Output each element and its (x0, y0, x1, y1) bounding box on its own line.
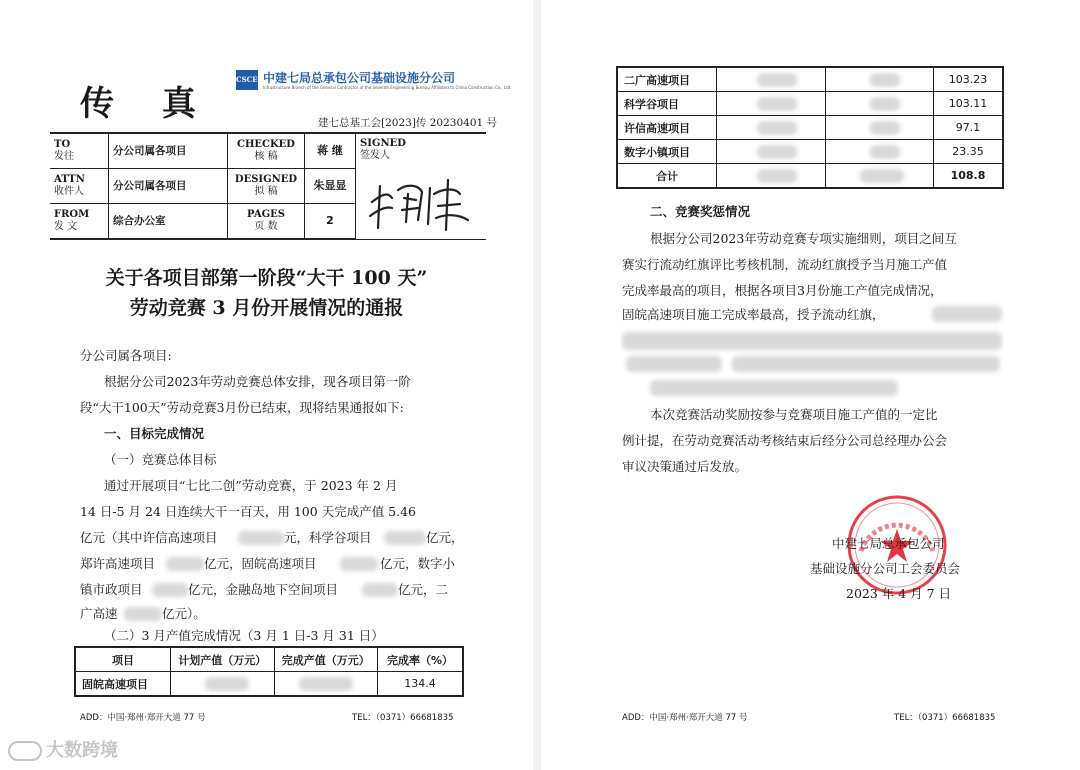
fax-row-to (50, 133, 486, 169)
company-english-name: Infrastructure Branch of the General Contractor of the Seventh Engineering Bureau Affiliated to China Construction Co., Ltd. (263, 85, 512, 90)
completion-rate: 103.23 (934, 67, 1004, 92)
pages-label-cn: 页 数 (254, 221, 278, 232)
footer-telephone: TEL：（0371）66681835 (894, 713, 996, 723)
signed-label-en: SIGNED (360, 138, 406, 149)
body-line: 例计提，在劳动竞赛活动考核结束后经分公司总经理办公会 (622, 433, 948, 448)
body-line: 亿元，二 (398, 582, 449, 597)
salutation: 分公司属各项目: (80, 348, 172, 363)
body-line: 固皖高速项目施工完成率最高，授予流动红旗， (622, 307, 885, 322)
designed-value: 朱显显 (305, 169, 356, 204)
redaction-blur (732, 356, 1000, 372)
footer-address: ADD：中国·郑州·郑开大道 77 号 (622, 713, 748, 723)
actual-value-redacted (825, 67, 934, 92)
redaction-blur (124, 607, 162, 621)
watermark-logo (8, 736, 118, 762)
checked-label-en: CHECKED (237, 139, 295, 150)
table-row (617, 67, 1003, 92)
body-line: 亿元，固皖高速项目 (204, 556, 317, 571)
redaction-blur (362, 583, 398, 597)
redaction-blur (340, 557, 378, 571)
table-row (617, 116, 1003, 140)
label-cn: 发往 (54, 151, 74, 162)
column-header: 完成率（%） (378, 647, 464, 672)
notice-title-line-2: 劳动竞赛 3 月份开展情况的通报 (129, 297, 404, 319)
from-value: 综合办公室 (109, 204, 228, 240)
label-cn: 发 文 (54, 221, 78, 232)
notice-title (0, 263, 533, 323)
table-total-row (617, 164, 1003, 189)
attn-value: 分公司属各项目 (109, 169, 228, 204)
project-name: 科学谷项目 (617, 92, 717, 116)
body-line: 亿元（其中许信高速项目 (80, 530, 218, 545)
body-line: 亿元）。 (162, 606, 206, 621)
designed-label-en: DESIGNED (234, 174, 298, 185)
project-name: 许信高速项目 (617, 116, 717, 140)
footer-telephone: TEL：（0371）66681835 (352, 713, 454, 723)
redaction-blur (384, 531, 426, 545)
pages-label-en: PAGES (247, 209, 285, 220)
column-header: 项目 (75, 647, 171, 672)
signing-organization-2: 基础设施分公司工会委员会 (810, 561, 961, 576)
total-rate: 108.8 (934, 164, 1004, 189)
checked-value: 蒋 继 (305, 133, 356, 169)
notice-title-line-1: 关于各项目部第一阶段“大干 100 天” (105, 267, 428, 289)
body-line: 亿元， (426, 530, 464, 545)
completion-rate: 134.4 (378, 672, 464, 697)
signed-label-cn: 签发人 (360, 150, 390, 161)
sub-heading-2: （二）3 月产值完成情况（3 月 1 日-3 月 31 日） (104, 628, 384, 643)
body-line: 根据分公司2023年劳动竞赛专项实施细则，项目之间互 (650, 231, 957, 246)
actual-total-redacted (825, 164, 934, 189)
redaction-blur (152, 583, 188, 597)
total-label: 合计 (617, 164, 717, 189)
pages-value: 2 (305, 204, 356, 240)
output-value-table-continued (616, 66, 1004, 189)
body-line: 审议决策通过后发放。 (622, 459, 748, 474)
redaction-blur (166, 557, 204, 571)
table-row (617, 92, 1003, 116)
label-en: TO (54, 139, 71, 150)
designed-label-cn: 拟 稿 (254, 186, 278, 197)
signing-organization-1: 中建七局总承包公司 (832, 536, 945, 551)
redaction-blur (932, 306, 1002, 322)
column-header: 计划产值（万元） (171, 647, 275, 672)
planned-value-redacted (717, 116, 826, 140)
cscec-logo-icon: CSCEC (236, 70, 258, 90)
checked-label-cn: 核 稿 (254, 151, 278, 162)
actual-value-redacted (825, 116, 934, 140)
intro-line-2: 段“大干100天”劳动竞赛3月份已结束，现将结果通报如下: (80, 400, 404, 415)
planned-value-redacted (717, 67, 826, 92)
project-name: 数字小镇项目 (617, 140, 717, 164)
table-row (75, 672, 463, 697)
fax-title: 传 真 (80, 84, 214, 124)
actual-value-redacted (274, 672, 378, 697)
document-number: 建七总基工会[2023]传 20230401 号 (318, 117, 498, 129)
body-line: 完成率最高的项目，根据各项目3月份施工产值完成情况， (622, 283, 943, 298)
label-en: FROM (54, 209, 90, 220)
body-line: 亿元，数字小 (380, 556, 456, 571)
company-name: 中建七局总承包公司基础设施分公司 (263, 71, 456, 85)
sub-heading-1: （一）竞赛总体目标 (104, 452, 217, 467)
body-line: 通过开展项目“七比二创”劳动竞赛，于 2023 年 2 月 (104, 478, 398, 493)
redaction-blur (626, 356, 722, 372)
handwritten-signature (368, 172, 478, 234)
completion-rate: 103.11 (934, 92, 1004, 116)
redaction-blur (238, 531, 284, 545)
body-line: 广高速 (80, 606, 118, 621)
body-line: 元，科学谷项目 (284, 530, 372, 545)
body-line: 本次竞赛活动奖励按参与竞赛项目施工产值的一定比 (650, 407, 938, 422)
body-line: 赛实行流动红旗评比考核机制，流动红旗授予当月施工产值 (622, 257, 948, 272)
completion-rate: 97.1 (934, 116, 1004, 140)
column-header: 完成产值（万元） (274, 647, 378, 672)
body-line: 亿元，金融岛地下空间项目 (188, 582, 339, 597)
label-en: ATTN (54, 174, 85, 185)
section-heading-2: 二、竞赛奖惩情况 (650, 204, 751, 219)
body-line: 镇市政项目 (80, 582, 143, 597)
intro-line-1: 根据分公司2023年劳动竞赛总体安排，现各项目第一阶 (104, 374, 411, 389)
label-cn: 收件人 (54, 186, 84, 197)
project-name: 二广高速项目 (617, 67, 717, 92)
actual-value-redacted (825, 140, 934, 164)
watermark-icon (8, 741, 42, 761)
project-name: 固皖高速项目 (75, 672, 171, 697)
redaction-blur (650, 380, 898, 396)
body-line: 14 日-5 月 24 日连续大干一百天，用 100 天完成产值 5.46 (80, 504, 416, 519)
completion-rate: 23.35 (934, 140, 1004, 164)
watermark-text: 大数跨境 (46, 740, 118, 761)
section-heading-1: 一、目标完成情况 (104, 426, 205, 441)
table-header-row (75, 647, 463, 672)
planned-value-redacted (717, 140, 826, 164)
planned-total-redacted (717, 164, 826, 189)
redaction-blur (622, 332, 1002, 350)
planned-value-redacted (717, 92, 826, 116)
actual-value-redacted (825, 92, 934, 116)
signing-date: 2023 年 4 月 7 日 (846, 586, 952, 601)
planned-value-redacted (171, 672, 275, 697)
body-line: 郑许高速项目 (80, 556, 156, 571)
to-value: 分公司属各项目 (109, 133, 228, 169)
footer-address: ADD：中国·郑州·郑开大道 77 号 (80, 713, 206, 723)
table-row (617, 140, 1003, 164)
output-value-table (74, 646, 464, 697)
